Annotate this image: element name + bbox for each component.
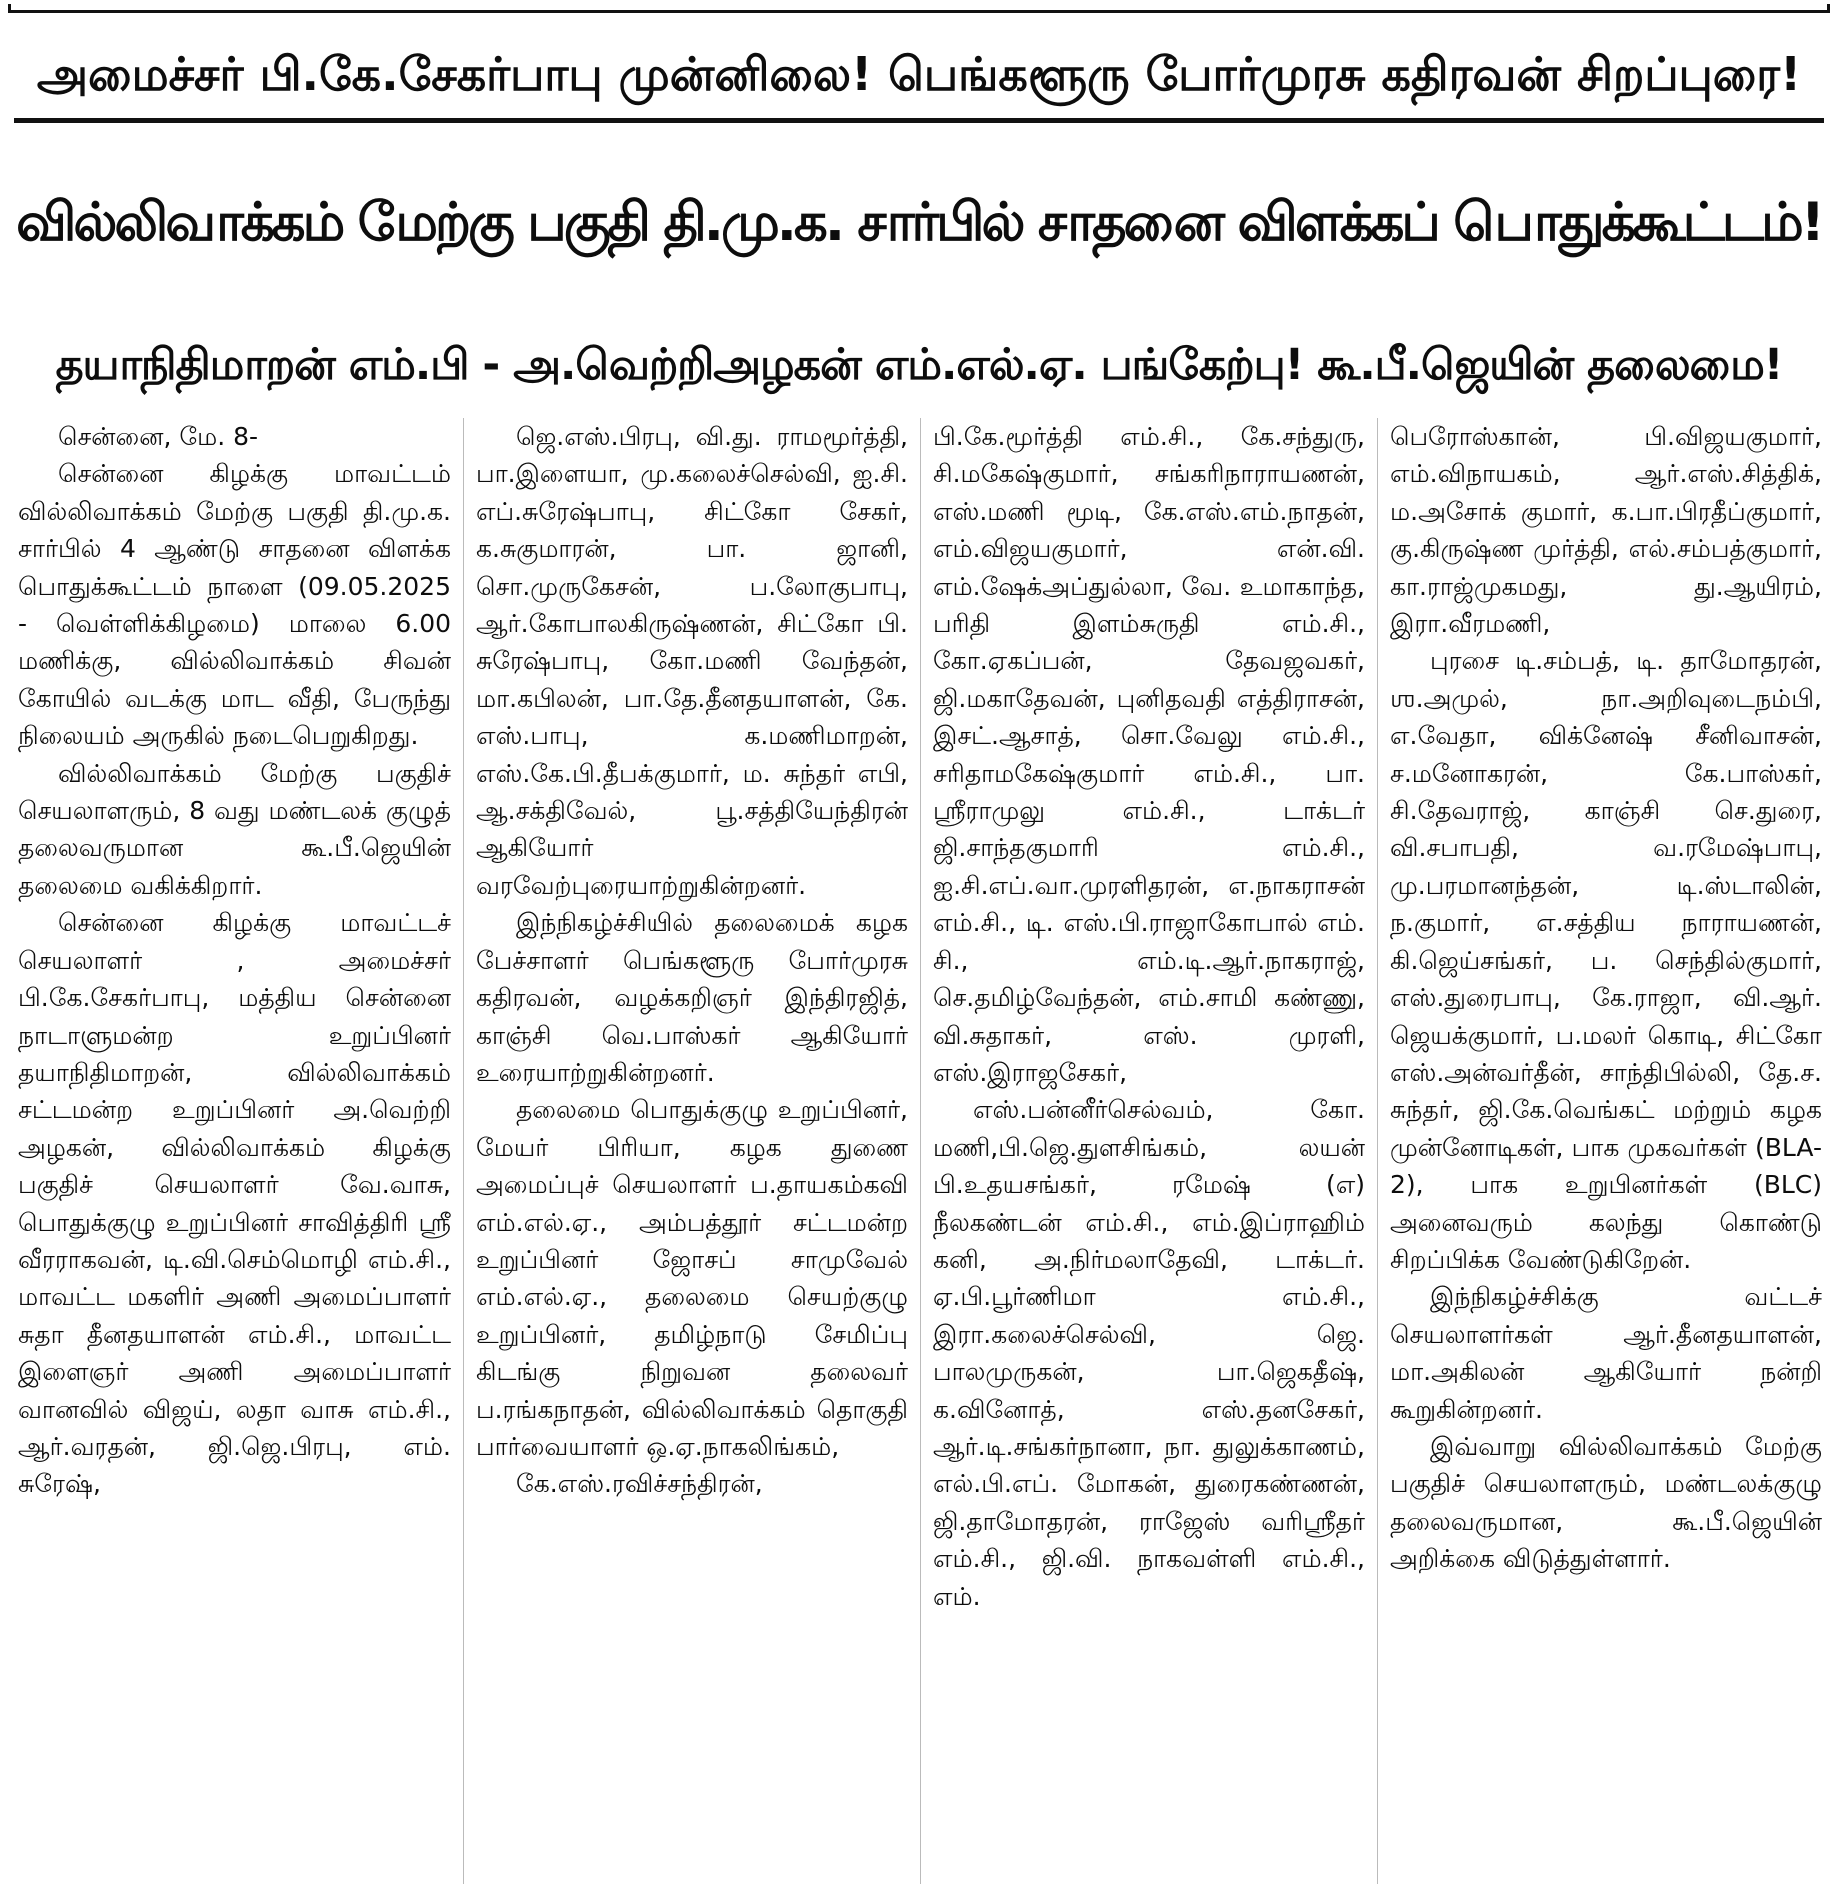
article-body (6, 418, 1834, 1884)
article-column-1 (6, 418, 463, 1884)
paragraph: வில்லிவாக்கம் மேற்கு பகுதிச் செயலாளரும், 8 வது மண்டலக் குழுத் தலைவருமான கூ.பீ.ஜெயின் தலைமை வகிக்கிறார். (18, 758, 451, 900)
paragraph: இந்நிகழ்ச்சியில் தலைமைக் கழக பேச்சாளர் பெங்களூரு போர்முரசு கதிரவன், வழக்கறிஞர் இந்திரஜித், காஞ்சி வெ.பாஸ்கர் ஆகியோர் உரையாற்றுகின்றனர். (476, 908, 908, 1087)
paragraph: புரசை டி.சம்பத், டி. தாமோதரன், ஶ.அமுல், நா.அறிவுடைநம்பி, எ.வேதா, விக்னேஷ் சீனிவாசன், ச.மனோகரன், கே.பாஸ்கர், சி.தேவராஜ், காஞ்சி செ.துரை, வி.சபாபதி, வ.ரமேஷ்பாபு, மு.பரமானந்தன், டி.ஸ்டாலின், ந.குமார், எ.சத்திய நாராயணன், கி.ஜெய்சங்கர், ப. செந்தில்குமார், எஸ்.துரைபாபு, கே.ராஜா, வி.ஆர். ஜெயக்குமார், ப.மலர் கொடி, சிட்கோ எஸ்.அன்வர்தீன், சாந்திபில்லி, தே.ச. சுந்தர், ஜி.கே.வெங்கட் மற்றும் கழக முன்னோடிகள், பாக முகவர்கள் (BLA-2), பாக உறுபினர்கள் (BLC) அனைவரும் கலந்து கொண்டு சிறப்பிக்க வேண்டுகிறேன். (1390, 646, 1822, 1274)
paragraph: பி.கே.மூர்த்தி எம்.சி., கே.சந்துரு, சி.மகேஷ்குமார், சங்கரிநாராயணன், எஸ்.மணி மூடி, கே.எஸ்.எம்.நாதன், எம்.விஜயகுமார், என்.வி. எம்.ஷேக்அப்துல்லா, வே. உமாகாந்த, பரிதி இளம்சுருதி எம்.சி., கோ.ஏகப்பன், தேவஜவகர், ஜி.மகாதேவன், புனிதவதி எத்திராசன், இசட்.ஆசாத், சொ.வேலு எம்.சி., சரிதாமகேஷ்குமார் எம்.சி., பா. ஸ்ரீராமுலு எம்.சி., டாக்டர் ஜி.சாந்தகுமாரி எம்.சி., ஐ.சி.எப்.வா.முரளிதரன், எ.நாகராசன் எம்.சி., டி. எஸ்.பி.ராஜாகோபால் எம். சி., எம்.டி.ஆர்.நாகராஜ், செ.தமிழ்வேந்தன், எம்.சாமி கண்ணு, வி.சுதாகர், எஸ். முரளி, எஸ்.இராஜசேகர், (933, 422, 1365, 1087)
article-column-3 (920, 418, 1377, 1884)
paragraph: தலைமை பொதுக்குழு உறுப்பினர், மேயர் பிரியா, கழக துணை அமைப்புச் செயலாளர் ப.தாயகம்கவி எம்.எல்.ஏ., அம்பத்தூர் சட்டமன்ற உறுப்பினர் ஜோசப் சாமுவேல் எம்.எல்.ஏ., தலைமை செயற்குழு உறுப்பினர், தமிழ்நாடு சேமிப்பு கிடங்கு நிறுவன தலைவர் ப.ரங்கநாதன், வில்லிவாக்கம் தொகுதி பார்வையாளர் ஒ.ஏ.நாகலிங்கம், (476, 1095, 908, 1461)
paragraph: சென்னை கிழக்கு மாவட்டம் வில்லிவாக்கம் மேற்கு பகுதி தி.மு.க. சார்பில் 4 ஆண்டு சாதனை விளக்க பொதுக்கூட்டம் நாளை (09.05.2025 - வெள்ளிக்கிழமை) மாலை 6.00 மணிக்கு, வில்லிவாக்கம் சிவன் கோயில் வடக்கு மாட வீதி, பேருந்து நிலையம் அருகில் நடைபெறுகிறது. (18, 459, 451, 751)
dateline: சென்னை, மே. 8- (58, 422, 259, 451)
kicker-underline (14, 118, 1824, 123)
top-frame-rule (8, 4, 1830, 13)
paragraph: ஜெ.எஸ்.பிரபு, வி.து. ராமமூர்த்தி, பா.இளையா, மு.கலைச்செல்வி, ஐ.சி. எப்.சுரேஷ்பாபு, சிட்கோ சேகர், க.சுகுமாரன், பா. ஜானி, சொ.முருகேசன், ப.லோகுபாபு, ஆர்.கோபாலகிருஷ்ணன், சிட்கோ பி. சுரேஷ்பாபு, கோ.மணி வேந்தன், மா.கபிலன், பா.தே.தீனதயாளன், கே. எஸ்.பாபு, க.மணிமாறன், எஸ்.கே.பி.தீபக்குமார், ம. சுந்தர் எபி, ஆ.சக்திவேல், பூ.சத்தியேந்திரன் ஆகியோர் வரவேற்புரையாற்றுகின்றனர். (476, 422, 908, 900)
kicker-headline: அமைச்சர் பி.கே.சேகர்பாபு முன்னிலை! பெங்களூரு போர்முரசு கதிரவன் சிறப்புரை! (36, 47, 1802, 101)
paragraph: பெரோஸ்கான், பி.விஜயகுமார், எம்.விநாயகம், ஆர்.எஸ்.சித்திக், ம.அசோக் குமார், க.பா.பிரதீப்குமார், கு.கிருஷ்ண முர்த்தி, எல்.சம்பத்குமார், கா.ராஜ்முகமது, து.ஆயிரம், இரா.வீரமணி, (1390, 422, 1822, 639)
paragraph: இந்நிகழ்ச்சிக்கு வட்டச் செயலாளர்கள் ஆர்.தீனதயாளன், மா.அகிலன் ஆகியோர் நன்றி கூறுகின்றனர். (1390, 1282, 1822, 1424)
article-column-2 (463, 418, 920, 1884)
sub-headline: தயாநிதிமாறன் எம்.பி - அ.வெற்றிஅழகன் எம்.எல்.ஏ. பங்கேற்பு! கூ.பீ.ஜெயின் தலைமை! (55, 340, 1783, 390)
main-headline: வில்லிவாக்கம் மேற்கு பகுதி தி.மு.க. சார்பில் சாதனை விளக்கப் பொதுக்கூட்டம்! (16, 192, 1822, 253)
article-column-4 (1377, 418, 1834, 1884)
paragraph: கே.எஸ்.ரவிச்சந்திரன், (516, 1469, 763, 1499)
paragraph: எஸ்.பன்னீர்செல்வம், கோ. மணி,பி.ஜெ.துளசிங்கம், லயன் பி.உதயசங்கர், ரமேஷ் (எ) நீலகண்டன் எம்.சி., எம்.இப்ராஹிம் கனி, அ.நிர்மலாதேவி, டாக்டர். ஏ.பி.பூர்ணிமா எம்.சி., இரா.கலைச்செல்வி, ஜெ. பாலமுருகன், பா.ஜெகதீஷ், க.வினோத், எஸ்.தனசேகர், ஆர்.டி.சங்கர்நானா, நா. துலுக்காணம், எல்.பி.எப். மோகன், துரைகண்ணன், ஜி.தாமோதரன், ராஜேஸ் வரிஸ்ரீதர் எம்.சி., ஜி.வி. நாகவள்ளி எம்.சி., எம். (933, 1095, 1365, 1611)
paragraph: சென்னை கிழக்கு மாவட்டச் செயலாளர் , அமைச்சர் பி.கே.சேகர்பாபு, மத்திய சென்னை நாடாளுமன்ற உறுப்பினர் தயாநிதிமாறன், வில்லிவாக்கம் சட்டமன்ற உறுப்பினர் அ.வெற்றி அழகன், வில்லிவாக்கம் கிழக்கு பகுதிச் செயலாளர் வே.வாசு, பொதுக்குழு உறுப்பினர் சாவித்திரி ஸ்ரீ வீரராகவன், டி.வி.செம்மொழி எம்.சி., மாவட்ட மகளிர் அணி அமைப்பாளர் சுதா தீனதயாளன் எம்.சி., மாவட்ட இளைஞர் அணி அமைப்பாளர் வானவில் விஜய், லதா வாசு எம்.சி., ஆர்.வரதன், ஜி.ஜெ.பிரபு, எம். சுரேஷ், (18, 908, 451, 1499)
paragraph: இவ்வாறு வில்லிவாக்கம் மேற்கு பகுதிச் செயலாளரும், மண்டலக்குழு தலைவருமான, கூ.பீ.ஜெயின் அறிக்கை விடுத்துள்ளார். (1390, 1431, 1822, 1574)
